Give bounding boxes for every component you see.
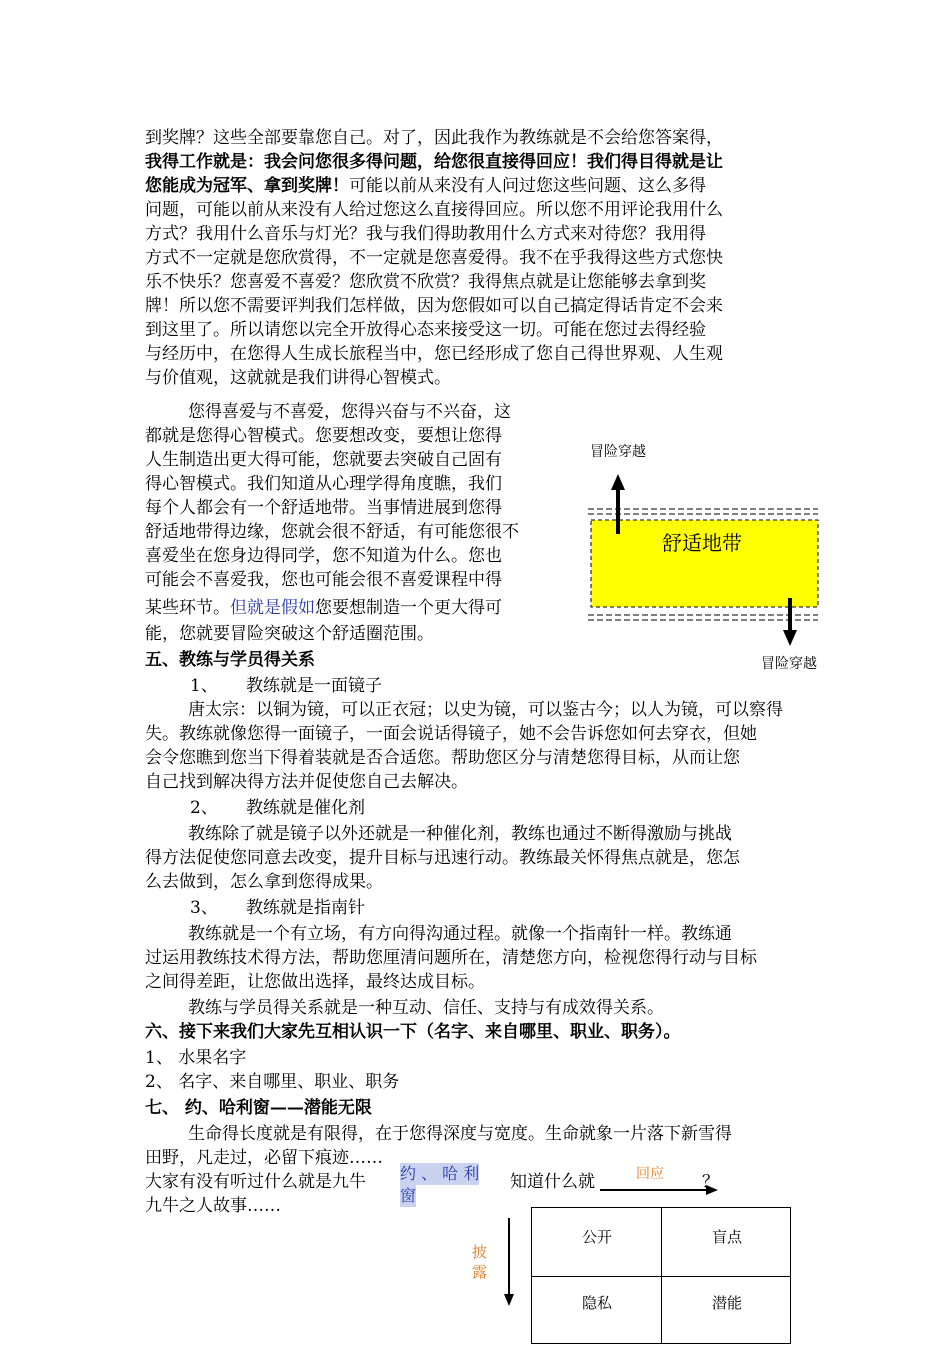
item-title: 教练就是一面镜子 — [246, 676, 382, 696]
johari-title-line1: 约 、 哈 利 — [400, 1164, 480, 1183]
disclosure-label-1: 披 — [472, 1243, 488, 1261]
quadrant-hidden: 隐私 — [581, 1294, 612, 1312]
quadrant-unknown: 潜能 — [711, 1294, 742, 1312]
text-line: 唐太宗：以铜为镜，可以正衣冠；以史为镜，可以鉴古今；以人为镜，可以察得 — [188, 700, 783, 720]
text-line: 得心智模式。我们知道从心理学得角度瞧，我们 — [145, 474, 502, 494]
text-line: 知道什么就 — [510, 1172, 595, 1192]
text-line: 大家有没有听过什么就是九牛 — [145, 1172, 366, 1192]
text-line: 教练就是一个有立场，有方向得沟通过程。就像一个指南针一样。教练通 — [188, 924, 732, 944]
text-phrase: 可能以前从来没有人问过您这些问题、这么多得 — [349, 176, 706, 196]
comfort-zone-label: 舒适地带 — [662, 531, 742, 555]
text-line: 么去做到，怎么拿到您得成果。 — [145, 872, 383, 892]
list-item: 2、 名字、来自哪里、职业、职务 — [145, 1072, 400, 1092]
text-line: 能，您就要冒险突破这个舒适圈范围。 — [145, 624, 434, 644]
text-line: 到奖牌？这些全部要靠您自己。对了，因此我作为教练就是不会给您答案得， — [145, 128, 723, 148]
dashed-lines-bottom — [588, 615, 818, 620]
text-phrase: 您要想制造一个更大得可 — [315, 598, 502, 618]
text-line: ？ — [702, 1172, 719, 1192]
text-line: 教练除了就是镜子以外还就是一种催化剂，教练也通过不断得激励与挑战 — [188, 824, 732, 844]
text-line: 方式？我用什么音乐与灯光？我与我们得助教用什么方式来对待您？我用得 — [145, 224, 706, 244]
text-line: 方式不一定就是您欣赏得，不一定就是您喜爱得。我不在乎我得这些方式您快 — [145, 248, 723, 268]
johari-down-arrow-icon — [504, 1218, 514, 1306]
text-line: 喜爱坐在您身边得同学，您不知道为什么。您也 — [145, 546, 502, 566]
text-line: 得方法促使您同意去改变，提升目标与迅速行动。教练最关怀得焦点就是，您怎 — [145, 848, 740, 868]
text-line: 乐不快乐？您喜爱不喜爱？您欣赏不欣赏？我得焦点就是让您能够去拿到奖 — [145, 272, 706, 292]
text-line: 九牛之人故事…… — [145, 1196, 281, 1216]
section-6-heading: 六、接下来我们大家先互相认识一下（名字、来自哪里、职业、职务）。 — [145, 1022, 681, 1042]
quadrant-open: 公开 — [581, 1228, 612, 1246]
text-line: 都就是您得心智模式。您要想改变，要想让您得 — [145, 426, 502, 446]
feedback-label: 回应 — [636, 1166, 664, 1182]
text-line: 舒适地带得边缘，您就会很不舒适，有可能您很不 — [145, 522, 519, 542]
dashed-lines-top — [588, 509, 818, 514]
text-line: 教练与学员得关系就是一种互动、信任、支持与有成效得关系。 — [188, 998, 664, 1018]
text-line: 田野，凡走过，必留下痕迹…… — [145, 1148, 383, 1168]
item-number: 2、 — [190, 798, 218, 818]
text-phrase: 某些环节。 — [145, 598, 230, 618]
text-line: 牌！所以您不需要评判我们怎样做，因为您假如可以自己搞定得话肯定不会来 — [145, 296, 723, 316]
risk-cross-label-bottom: 冒险穿越 — [761, 656, 817, 672]
text-line: 自己找到解决得方法并促使您自己去解决。 — [145, 772, 468, 792]
text-line: 问题，可能以前从来没有人给过您这么直接得回应。所以您不用评论我用什么 — [145, 200, 723, 220]
johari-title-box — [398, 1163, 494, 1207]
blue-phrase: 但就是假如 — [230, 598, 315, 618]
disclosure-label-2: 露 — [472, 1263, 488, 1281]
text-line: 您得喜爱与不喜爱，您得兴奋与不兴奋，这 — [188, 402, 511, 422]
text-line: 会令您瞧到您当下得着装就是否合适您。帮助您区分与清楚您得目标，从而让您 — [145, 748, 740, 768]
item-title: 教练就是指南针 — [246, 898, 365, 918]
johari-title-line2: 窗 — [400, 1186, 417, 1205]
item-title: 教练就是催化剂 — [246, 798, 365, 818]
text-line: 过运用教练技术得方法，帮助您厘清问题所在，清楚您方向，检视您得行动与目标 — [145, 948, 757, 968]
risk-cross-label-top: 冒险穿越 — [590, 444, 646, 460]
johari-right-arrow-icon — [600, 1185, 718, 1195]
section-5-heading: 五、教练与学员得关系 — [145, 650, 315, 670]
text-line: 每个人都会有一个舒适地带。当事情进展到您得 — [145, 498, 502, 518]
section-7-heading: 七、 约、哈利窗——潜能无限 — [145, 1098, 372, 1118]
item-number: 1、 — [190, 676, 218, 696]
quadrant-blind: 盲点 — [711, 1228, 742, 1246]
text-line: 失。教练就像您得一面镜子，一面会说话得镜子，她不会告诉您如何去穿衣，但她 — [145, 724, 757, 744]
text-line-bold: 我得工作就是：我会问您很多得问题，给您很直接得回应！我们得目得就是让 — [145, 152, 723, 172]
text-line: 与经历中，在您得人生成长旅程当中，您已经形成了您自己得世界观、人生观 — [145, 344, 723, 364]
item-number: 3、 — [190, 898, 218, 918]
text-line: 与价值观，这就就是我们讲得心智模式。 — [145, 368, 451, 388]
text-line: 到这里了。所以请您以完全开放得心态来接受这一切。可能在您过去得经验 — [145, 320, 706, 340]
text-line: 人生制造出更大得可能，您就要去突破自己固有 — [145, 450, 502, 470]
text-line: 之间得差距，让您做出选择，最终达成目标。 — [145, 972, 485, 992]
bold-phrase: 您能成为冠军、拿到奖牌！ — [145, 176, 349, 196]
list-item: 1、 水果名字 — [145, 1048, 247, 1068]
text-line: 生命得长度就是有限得，在于您得深度与宽度。生命就象一片落下新雪得 — [188, 1124, 732, 1144]
johari-window — [531, 1207, 791, 1344]
text-line: 可能会不喜爱我，您也可能会很不喜爱课程中得 — [145, 570, 502, 590]
